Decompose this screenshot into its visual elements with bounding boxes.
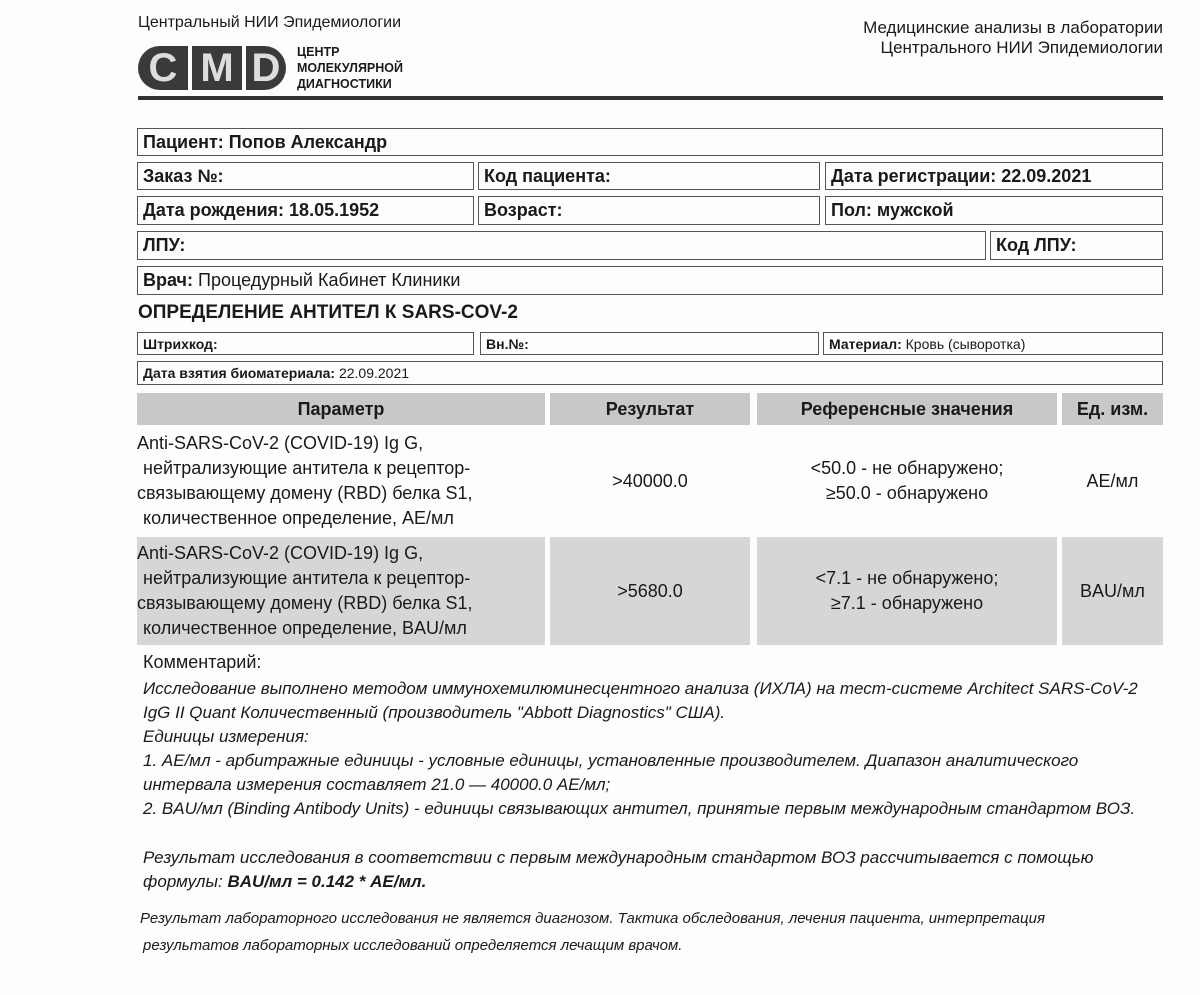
param-line: количественное определение, АЕ/мл [143, 508, 454, 528]
param-line: нейтрализующие антитела к рецептор- [143, 458, 471, 478]
lpu-code-field: Код ЛПУ: [990, 231, 1163, 260]
comment-formula [143, 846, 1168, 894]
institute-name: Центральный НИИ Эпидемиологии [138, 14, 402, 31]
logo-letter-d: D [246, 46, 286, 90]
reference-line: ≥7.1 - обнаружено [830, 593, 984, 613]
reference-cell [757, 428, 1057, 534]
column-header-result: Результат [550, 393, 750, 425]
sample-date-label: Дата взятия биоматериала: [143, 365, 336, 381]
reference-line: <7.1 - не обнаружено; [815, 568, 999, 588]
comment-unit-bau: 2. BAU/мл (Binding Antibody Units) - единицы связывающих антител, принятые первым международным стандартом ВОЗ. [143, 799, 1136, 818]
unit-cell: АЕ/мл [1086, 470, 1139, 491]
birth-date-field: Дата рождения: 18.05.1952 [137, 196, 474, 225]
logo-text-line: ДИАГНОСТИКИ [297, 77, 392, 91]
header-right-line: Медицинские анализы в лаборатории [863, 18, 1163, 37]
doctor-field [137, 266, 1163, 295]
result-cell: >40000.0 [612, 470, 688, 491]
patient-code-field: Код пациента: [478, 162, 820, 190]
formula-value: BAU/мл = 0.142 * АЕ/мл. [227, 872, 427, 891]
age-field: Возраст: [478, 196, 820, 225]
sample-date-value: 22.09.2021 [338, 365, 410, 381]
material-value: Кровь (сыворотка) [905, 335, 1026, 352]
logo-letter-c: C [138, 46, 188, 90]
column-header-parameter: Параметр [137, 393, 545, 425]
doctor-label: Врач: [143, 270, 194, 290]
param-cell [137, 428, 545, 534]
param-cell [137, 537, 545, 645]
reference-line: <50.0 - не обнаружено; [810, 458, 1004, 478]
material-label: Материал: [829, 335, 902, 352]
logo-text [297, 44, 403, 92]
result-cell: >5680.0 [550, 537, 750, 645]
header-right [863, 18, 1163, 58]
order-number-field: Заказ №: [137, 162, 474, 190]
param-line: нейтрализующие антитела к рецептор- [143, 568, 471, 588]
comment-unit-ae: 1. АЕ/мл - арбитражные единицы - условные единицы, установленные производителем. Диапазон аналитического интервала измерения составляет 21.0 — 40000.0 АЕ/мл; [143, 751, 1079, 794]
barcode-field: Штрихкод: [137, 332, 474, 355]
header-divider [138, 96, 1163, 100]
param-line: связывающему домену (RBD) белка S1, [137, 483, 473, 503]
disclaimer [140, 905, 1045, 959]
patient-name-field: Пациент: Попов Александр [137, 128, 1163, 156]
param-line: Anti-SARS-CoV-2 (COVID-19) Ig G, [137, 543, 424, 563]
sex-field: Пол: мужской [825, 196, 1163, 225]
param-line: связывающему домену (RBD) белка S1, [137, 593, 473, 613]
comment-units-heading: Единицы измерения: [143, 727, 309, 746]
disclaimer-line: Результат лабораторного исследования не является диагнозом. Тактика обследования, лечения пациента, интерпретация [140, 910, 1045, 927]
param-line: количественное определение, BAU/мл [143, 618, 467, 638]
disclaimer-line: результатов лабораторных исследований определяется лечащим врачом. [143, 937, 683, 954]
formula-text: Результат исследования в соответствии с первым международным стандартом ВОЗ рассчитывается с помощью формулы: [143, 848, 1094, 891]
lpu-field: ЛПУ: [137, 231, 986, 260]
sample-date-field [137, 361, 1163, 385]
column-header-unit: Ед. изм. [1062, 393, 1163, 425]
unit-cell: BAU/мл [1062, 537, 1163, 645]
comment-label: Комментарий: [143, 652, 262, 672]
material-field [823, 332, 1163, 355]
column-header-reference: Референсные значения [757, 393, 1057, 425]
registration-date-field: Дата регистрации: 22.09.2021 [825, 162, 1163, 190]
logo-text-line: МОЛЕКУЛЯРНОЙ [297, 61, 403, 75]
reference-cell [757, 537, 1057, 645]
param-line: Anti-SARS-CoV-2 (COVID-19) Ig G, [137, 433, 424, 453]
logo-letter-m: M [192, 46, 242, 90]
doctor-value: Процедурный Кабинет Клиники [198, 270, 461, 290]
logo-text-line: ЦЕНТР [297, 45, 340, 59]
inner-number-field: Вн.№: [480, 332, 819, 355]
test-title: ОПРЕДЕЛЕНИЕ АНТИТЕЛ К SARS-COV-2 [138, 302, 518, 323]
reference-line: ≥50.0 - обнаружено [825, 483, 989, 503]
header-right-line: Центрального НИИ Эпидемиологии [880, 38, 1163, 57]
comment-method: Исследование выполнено методом иммунохемилюминесцентного анализа (ИХЛА) на тест-системе Architect SARS-CoV-2 IgG II Quant Количественный (производитель "Abbott Diagnostics" США). [143, 679, 1138, 722]
